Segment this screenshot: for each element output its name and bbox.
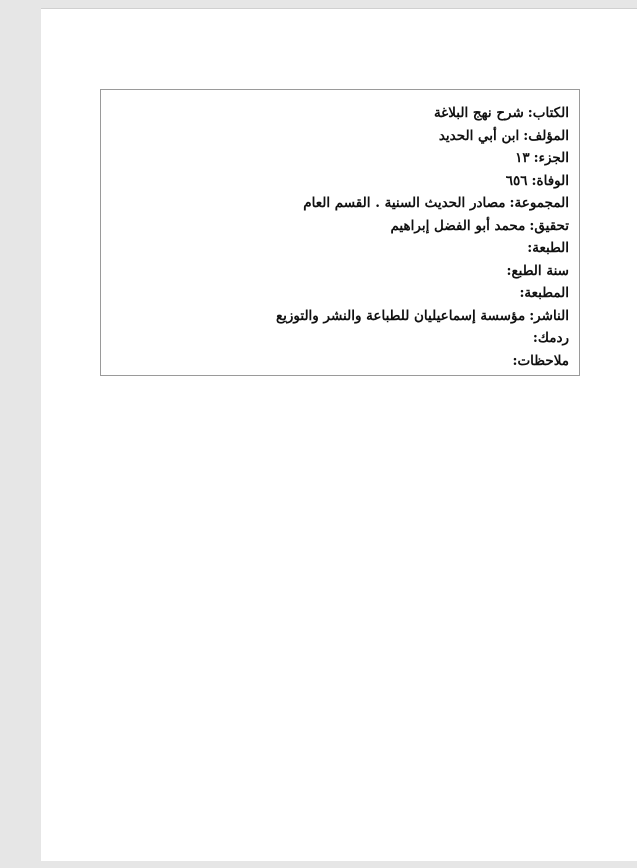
book-title-row <box>101 102 569 125</box>
row-label: المطبعة: <box>519 285 569 301</box>
publisher-row <box>101 305 569 328</box>
row-label: المجموعة: <box>509 195 569 211</box>
printer-row <box>101 282 569 305</box>
row-label: ردمك: <box>532 330 569 346</box>
row-label: الناشر: <box>529 307 569 324</box>
volume-row <box>101 147 569 170</box>
document-page <box>41 8 637 861</box>
row-value: ابن أبي الحديد <box>438 127 520 144</box>
row-label: المؤلف: <box>523 127 569 144</box>
isbn-row <box>101 327 569 350</box>
print-year-row <box>101 260 569 283</box>
row-label: تحقيق: <box>529 217 569 234</box>
notes-row <box>101 350 569 373</box>
death-year-row <box>101 170 569 193</box>
row-value: ٦٥٦ <box>505 172 528 189</box>
row-label: الكتاب: <box>527 105 569 121</box>
row-value: شرح نهج البلاغة <box>433 105 524 121</box>
row-label: ملاحظات: <box>512 352 569 369</box>
row-label: الجزء: <box>533 150 569 166</box>
book-info-box <box>100 89 580 376</box>
row-value: مصادر الحديث السنية . القسم العام <box>303 195 506 211</box>
edition-row <box>101 237 569 260</box>
row-value: مؤسسة إسماعيليان للطباعة والنشر والتوزيع <box>275 307 526 324</box>
row-value: ١٣ <box>515 150 530 166</box>
editor-row <box>101 215 569 238</box>
author-row <box>101 125 569 148</box>
row-label: الطبعة: <box>527 240 569 256</box>
collection-row <box>101 192 569 215</box>
row-label: الوفاة: <box>531 172 569 189</box>
row-label: سنة الطبع: <box>506 262 569 279</box>
row-value: محمد أبو الفضل إبراهيم <box>390 217 526 234</box>
